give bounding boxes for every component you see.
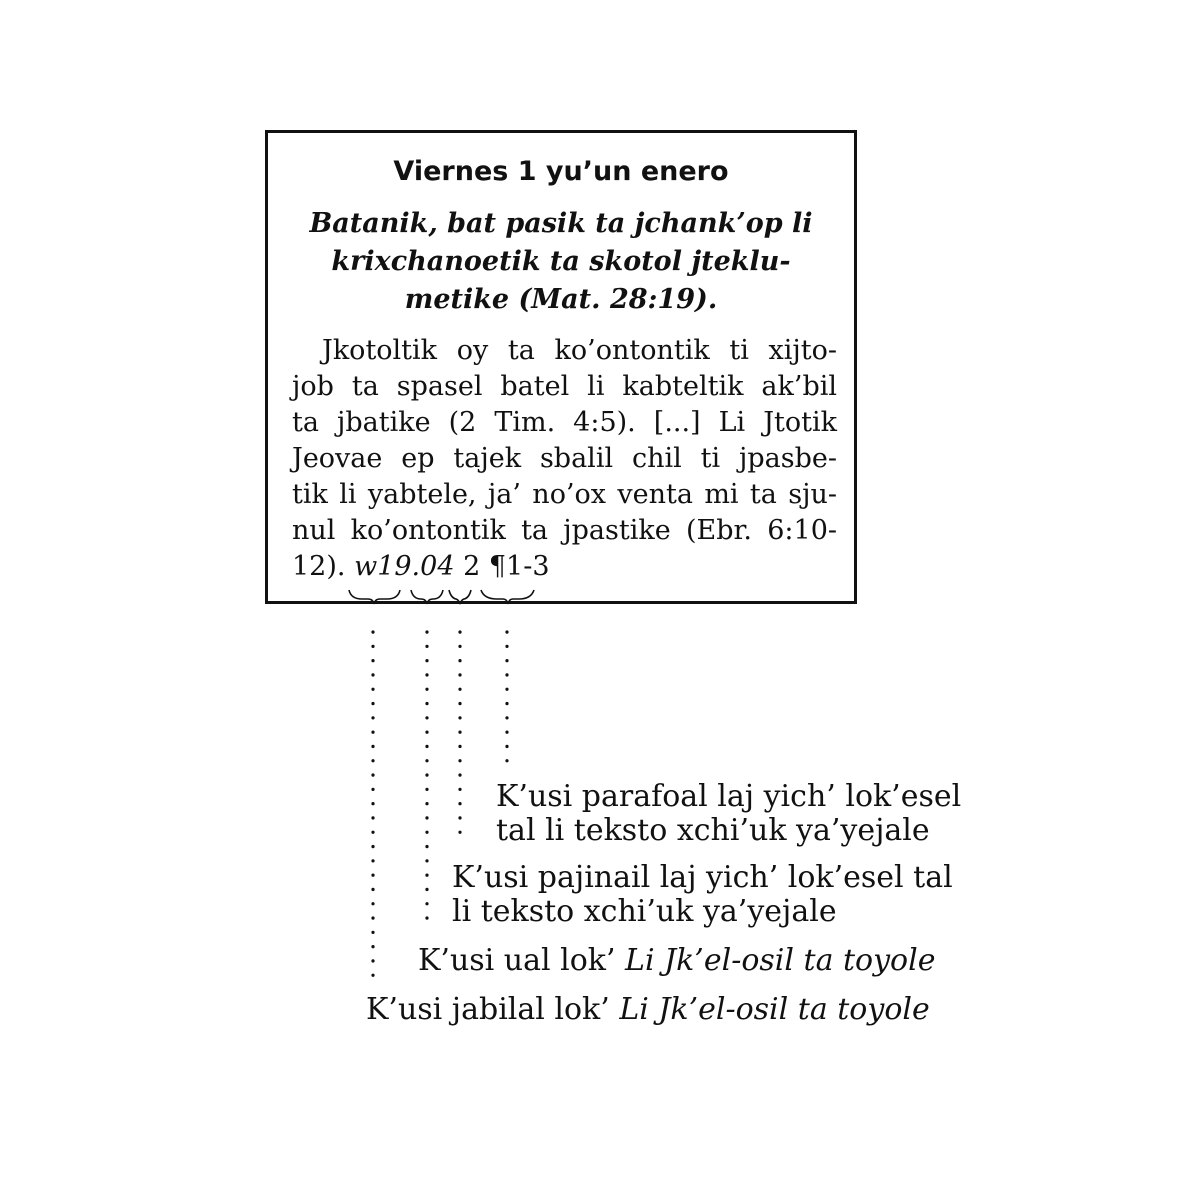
theme-verse-line-2: krixchanoetik ta skotol jteklu- xyxy=(331,246,791,277)
comment-line-2: job ta spasel batel li kabteltik ak’bil xyxy=(292,371,837,402)
daily-text-box xyxy=(265,130,857,604)
comment-line-7 xyxy=(292,549,837,585)
comment-line-3: ta jbatike (2 Tim. 4:5). [...] Li Jtotik xyxy=(292,407,837,438)
comment-line-5: tik li yabtele, ja’ no’ox venta mi ta sju- xyxy=(292,479,837,510)
reference-publication: w19 xyxy=(354,551,412,582)
callout-issue-publication: Li Jk’el-osil ta toyole xyxy=(625,943,936,978)
callout-year-prefix: K’usi jabilal lok’ xyxy=(366,992,620,1027)
callout-page-line-2: li teksto xchi’uk ya’yejale xyxy=(452,894,837,929)
comment-line-7-prefix: 12). xyxy=(292,551,346,582)
reference-dot: . xyxy=(411,551,421,582)
daily-text-date: Viernes 1 yu’un enero xyxy=(393,156,729,187)
callout-paragraphs-line-1: K’usi parafoal laj yich’ lok’esel xyxy=(496,779,962,814)
reference-page: 2 xyxy=(463,551,481,582)
callout-issue xyxy=(418,944,935,978)
callout-year-publication: Li Jk’el-osil ta toyole xyxy=(619,992,930,1027)
comment-line-6: nul ko’ontontik ta jpastike (Ebr. 6:10- xyxy=(292,515,837,546)
callout-year xyxy=(366,993,930,1027)
callout-issue-prefix: K’usi ual lok’ xyxy=(418,943,626,978)
theme-verse-line-1: Batanik, bat pasik ta jchank’op li xyxy=(309,208,813,239)
comment-line-1: Jkotoltik oy ta ko’ontontik ti xijto- xyxy=(322,335,837,366)
callout-paragraphs-line-2: tal li teksto xchi’uk ya’yejale xyxy=(496,813,930,848)
theme-verse-line-3: metike (Mat. 28:19). xyxy=(404,284,718,315)
reference-issue: 04 xyxy=(420,551,455,582)
comment-line-4: Jeovae ep tajek sbalil chil ti jpasbe- xyxy=(292,443,837,474)
reference-paragraphs: ¶1-3 xyxy=(488,551,550,582)
callout-page-line-1: K’usi pajinail laj yich’ lok’esel tal xyxy=(452,860,953,895)
